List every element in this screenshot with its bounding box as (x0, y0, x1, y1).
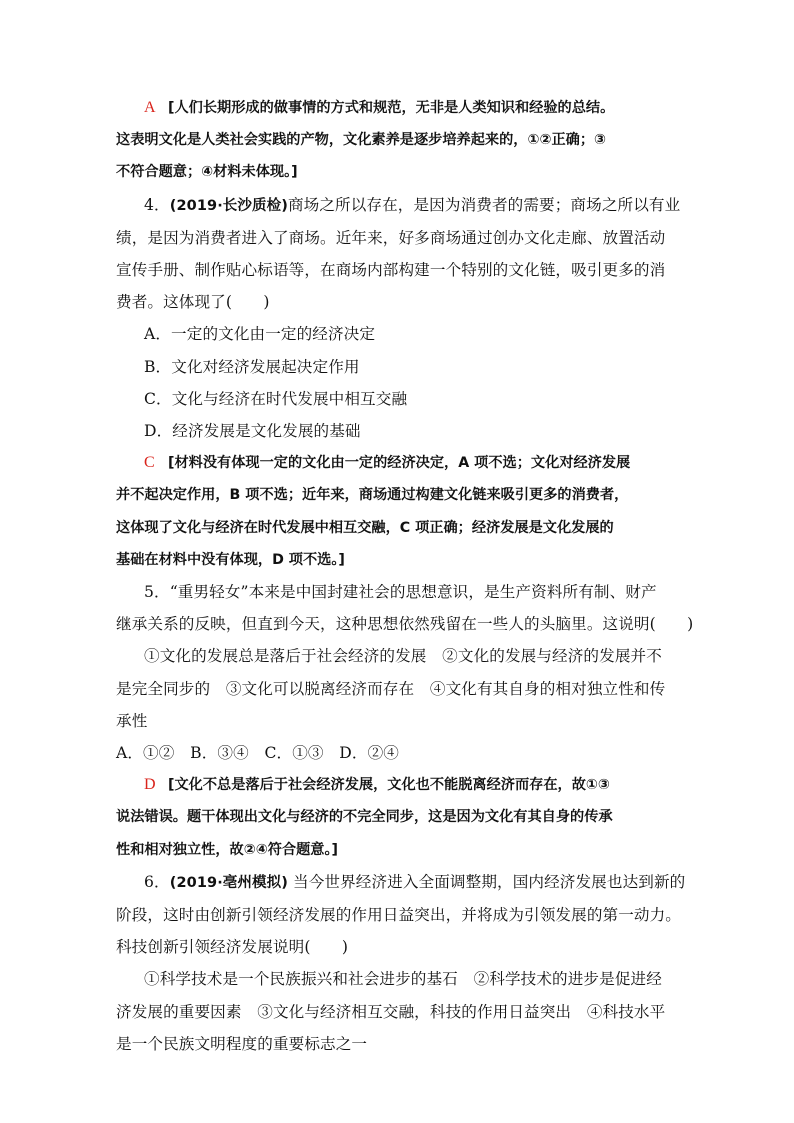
q4-option-d: D．经济发展是文化发展的基础 (144, 422, 361, 441)
q4-stem-line-2: 绩，是因为消费者进入了商场。近年来，好多商场通过创办文化走廊、放置活动 (116, 228, 666, 247)
q6-statement-line-2: 济发展的重要因素 ③文化与经济相互交融，科技的作用日益突出 ④科技水平 (116, 1002, 666, 1021)
q6-statement-line-3: 是一个民族文明程度的重要标志之一 (116, 1034, 368, 1053)
q5-statement-line-3: 承性 (116, 711, 148, 730)
q4-answer-line-4: 基础在材料中没有体现，D 项不选。] (116, 551, 345, 568)
q4-answer-line-2: 并不起决定作用，B 项不选；近年来，商场通过构建文化链来吸引更多的消费者， (116, 487, 629, 504)
question-source: (2019·长沙质检) (169, 197, 288, 214)
answer-letter: C (144, 454, 155, 472)
q5-stem-line-2: 继承关系的反映，但直到今天，这种思想依然残留在一些人的头脑里。这说明( ) (116, 615, 694, 634)
q3-answer-line-3: 不符合题意；④材料未体现。] (116, 164, 298, 181)
q4-stem-line-4: 费者。这体现了( ) (116, 293, 270, 312)
q4-answer-line-1 (116, 447, 686, 479)
question-text: 当今世界经济进入全面调整期，国内经济发展也达到新的 (287, 872, 686, 891)
question-number: 4． (144, 195, 170, 214)
q5-answer-line-3: 性和相对独立性，故②④符合题意。] (116, 841, 339, 858)
q6-statement-line-1: ①科学技术是一个民族振兴和社会进步的基石 ②科学技术的进步是促进经 (144, 970, 662, 989)
q6-stem-line-2: 阶段，这时由创新引领经济发展的作用日益突出，并将成为引领发展的第一动力。 (116, 906, 681, 925)
q5-statement-line-2: 是完全同步的 ③文化可以脱离经济而存在 ④文化有其自身的相对独立性和传 (116, 679, 666, 698)
q5-stem-line-1: 5．“重男轻女”本来是中国封建社会的思想意识，是生产资料所有制、财产 (144, 583, 657, 602)
q6-stem-line-3: 科技创新引领经济发展说明( ) (116, 938, 349, 957)
q3-answer-line-1 (116, 92, 686, 124)
q4-stem-line-1 (116, 189, 686, 222)
question-number: 6． (144, 872, 170, 891)
q3-answer-line-2: 这表明文化是人类社会实践的产物，文化素养是逐步培养起来的，①②正确；③ (116, 132, 607, 149)
q5-statement-line-1: ①文化的发展总是落后于社会经济的发展 ②文化的发展与经济的发展并不 (144, 647, 662, 666)
page-content (116, 92, 694, 1060)
question-source: (2019·亳州模拟) (169, 874, 288, 891)
answer-letter: D (144, 776, 156, 794)
q5-answer-line-2: 说法错误。题干体现出文化与经济的不完全同步，这是因为文化有其自身的传承 (116, 809, 613, 826)
q5-answer-line-1 (116, 769, 686, 801)
q5-options: A．①② B．③④ C．①③ D．②④ (116, 744, 399, 763)
answer-text: [人们长期形成的做事情的方式和规范，无非是人类知识和经验的总结。 (168, 100, 615, 116)
answer-letter: A (144, 99, 156, 116)
q4-option-c: C．文化与经济在时代发展中相互交融 (144, 389, 408, 408)
q4-stem-line-3: 宣传手册、制作贴心标语等，在商场内部构建一个特别的文化链，吸引更多的消 (116, 261, 666, 280)
answer-text: [材料没有体现一定的文化由一定的经济决定，A 项不选；文化对经济发展 (168, 455, 631, 472)
answer-text: [文化不总是落后于社会经济发展，文化也不能脱离经济而存在，故①③ (168, 777, 610, 794)
q6-stem-line-1 (116, 866, 686, 899)
q4-option-b: B．文化对经济发展起决定作用 (144, 357, 360, 376)
question-text: 商场之所以存在，是因为消费者的需要；商场之所以有业 (287, 195, 681, 214)
q4-answer-line-3: 这体现了文化与经济在时代发展中相互交融，C 项正确；经济发展是文化发展的 (116, 519, 614, 536)
q4-option-a: A．一定的文化由一定的经济决定 (144, 325, 376, 344)
